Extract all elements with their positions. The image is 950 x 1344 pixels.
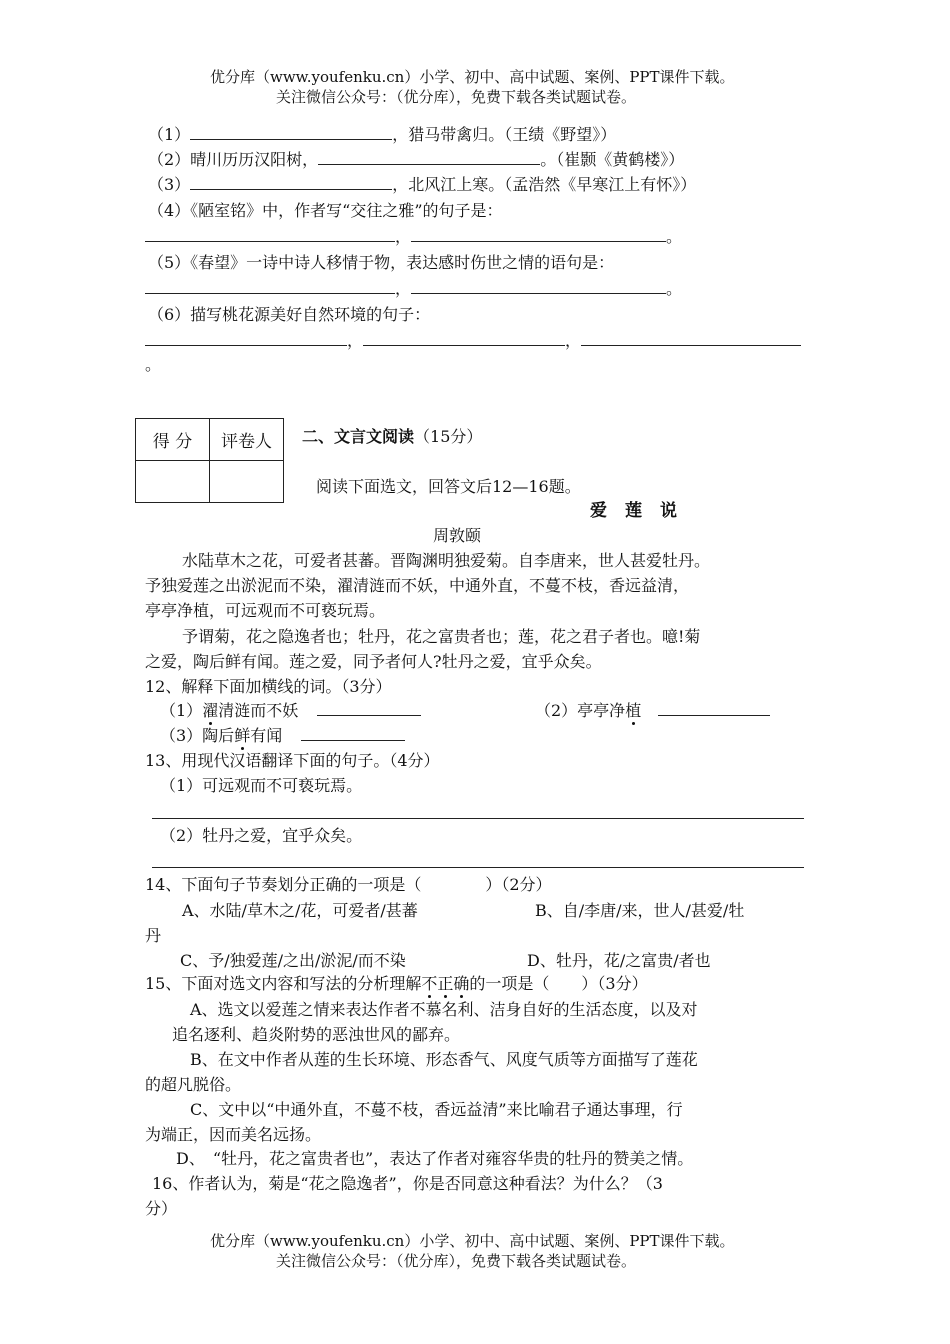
q13-sentence-2: （2）牡丹之爱，宜乎众矣。 [160, 826, 363, 845]
q16-stem: 16、作者认为，菊是“花之隐逸者”，你是否同意这种看法？为什么？（3 [152, 1174, 663, 1193]
article-line: 予独爱莲之出淤泥而不染，濯清涟而不妖，中通外直，不蔓不枝，香远益清， [145, 576, 690, 595]
answer-blank[interactable] [145, 226, 395, 242]
article-line: 亭亭净植，可远观而不可亵玩焉。 [145, 601, 386, 620]
instruction: 阅读下面选文，回答文后12—16题。 [316, 477, 581, 496]
answer-blank[interactable] [145, 278, 395, 294]
q15-option-b-cont: 的超凡脱俗。 [145, 1075, 242, 1094]
answer-blank[interactable] [318, 149, 540, 165]
q12-item-3: （3）陶后鲜有闻 [160, 725, 405, 747]
q15-option-a[interactable]: A、选文以爱莲之情来表达作者不慕名利、洁身自好的生活态度，以及对 [190, 1000, 698, 1019]
answer-blank[interactable] [581, 330, 801, 346]
section-title: 二、文言文阅读（15分） [302, 427, 483, 446]
fill-q4-answer: ， 。 [145, 226, 682, 248]
fill-q2: （2）晴川历历汉阳树， 。（崔颢《黄鹤楼》） [148, 150, 685, 169]
answer-blank[interactable] [411, 278, 666, 294]
q13-sentence-1: （1）可远观而不可亵玩焉。 [160, 776, 363, 795]
header-line-2: 关注微信公众号：（优分库），免费下载各类试题试卷。 [276, 88, 637, 106]
answer-blank[interactable] [301, 725, 405, 741]
q14-option-c[interactable]: C、予/独爱莲/之出/淤泥/而不染 [180, 951, 406, 970]
q15-option-a-cont: 追名逐利、趋炎附势的恶浊世风的鄙弃。 [172, 1025, 461, 1044]
answer-blank[interactable] [190, 174, 392, 190]
grader-label: 评卷人 [210, 419, 284, 461]
article-line: 之爱，陶后鲜有闻。莲之爱，同予者何人?牡丹之爱，宜乎众矣。 [145, 652, 602, 671]
q15-option-c[interactable]: C、文中以“中通外直，不蔓不枝，香远益清”来比喻君子通达事理，行 [190, 1100, 683, 1119]
fill-q1: （1） ，猎马带禽归。（王绩《野望》） [148, 125, 617, 144]
header-line-1: 优分库（www.youfenku.cn）小学、初中、高中试题、案例、PPT课件下载。 [210, 68, 735, 86]
footer-line-1: 优分库（www.youfenku.cn）小学、初中、高中试题、案例、PPT课件下载。 [210, 1232, 735, 1250]
score-cell[interactable] [136, 461, 210, 503]
q12-item-2: （2）亭亭净植 [535, 700, 770, 722]
answer-blank[interactable] [411, 226, 666, 242]
article-title: 爱莲说 [590, 501, 695, 521]
fill-q5: （5）《春望》一诗中诗人移情于物，表达感时伤世之情的语句是： [148, 253, 615, 272]
q15-option-b[interactable]: B、在文中作者从莲的生长环境、形态香气、风度气质等方面描写了莲花 [190, 1050, 698, 1069]
answer-blank[interactable] [190, 124, 392, 140]
q15-option-d[interactable]: D、 “牡丹，花之富贵者也”，表达了作者对雍容华贵的牡丹的赞美之情。 [176, 1149, 694, 1168]
fill-q3: （3） ，北风江上寒。（孟浩然《早寒江上有怀》） [148, 175, 697, 194]
score-table [135, 418, 284, 503]
q14-option-b[interactable]: B、自/李唐/来，世人/甚爱/牡 [535, 901, 745, 920]
fill-q6: （6）描写桃花源美好自然环境的句子： [148, 305, 431, 324]
answer-blank[interactable] [145, 330, 347, 346]
fill-q4: （4）《陋室铭》中，作者写“交往之雅”的句子是： [148, 201, 503, 220]
answer-blank[interactable] [363, 330, 565, 346]
q14-option-b-cont: 丹 [145, 926, 162, 945]
q15-option-c-cont: 为端正，因而美名远扬。 [145, 1125, 322, 1144]
fill-q5-answer: ， 。 [145, 278, 682, 300]
q15-stem: 15、下面对选文内容和写法的分析理解不正确的一项是（ ）（3分） [145, 974, 648, 993]
answer-line[interactable] [152, 818, 804, 819]
q12-stem: 12、解释下面加横线的词。（3分） [145, 677, 392, 696]
fill-q6-period: 。 [145, 355, 162, 374]
q14-option-a[interactable]: A、水陆/草木之/花，可爱者/甚蕃 [182, 901, 418, 920]
grader-cell[interactable] [210, 461, 284, 503]
article-author: 周敦颐 [433, 526, 482, 545]
answer-blank[interactable] [658, 700, 770, 716]
article-line: 予谓菊，花之隐逸者也；牡丹，花之富贵者也；莲，花之君子者也。噫!菊 [182, 627, 701, 646]
q12-item-1: （1）濯清涟而不妖 [160, 700, 421, 722]
fill-q6-answer: ， ， [145, 330, 801, 352]
q14-option-d[interactable]: D、牡丹，花/之富贵/者也 [527, 951, 711, 970]
q16-stem-cont: 分） [145, 1199, 178, 1218]
q14-stem: 14、下面句子节奏划分正确的一项是（ ）（2分） [145, 875, 552, 894]
answer-line[interactable] [152, 867, 804, 868]
footer-line-2: 关注微信公众号：（优分库），免费下载各类试题试卷。 [276, 1252, 637, 1270]
answer-blank[interactable] [317, 700, 421, 716]
score-label: 得 分 [136, 419, 210, 461]
q13-stem: 13、用现代汉语翻译下面的句子。（4分） [145, 751, 440, 770]
article-line: 水陆草木之花，可爱者甚蕃。晋陶渊明独爱菊。自李唐来，世人甚爱牡丹。 [182, 551, 711, 570]
